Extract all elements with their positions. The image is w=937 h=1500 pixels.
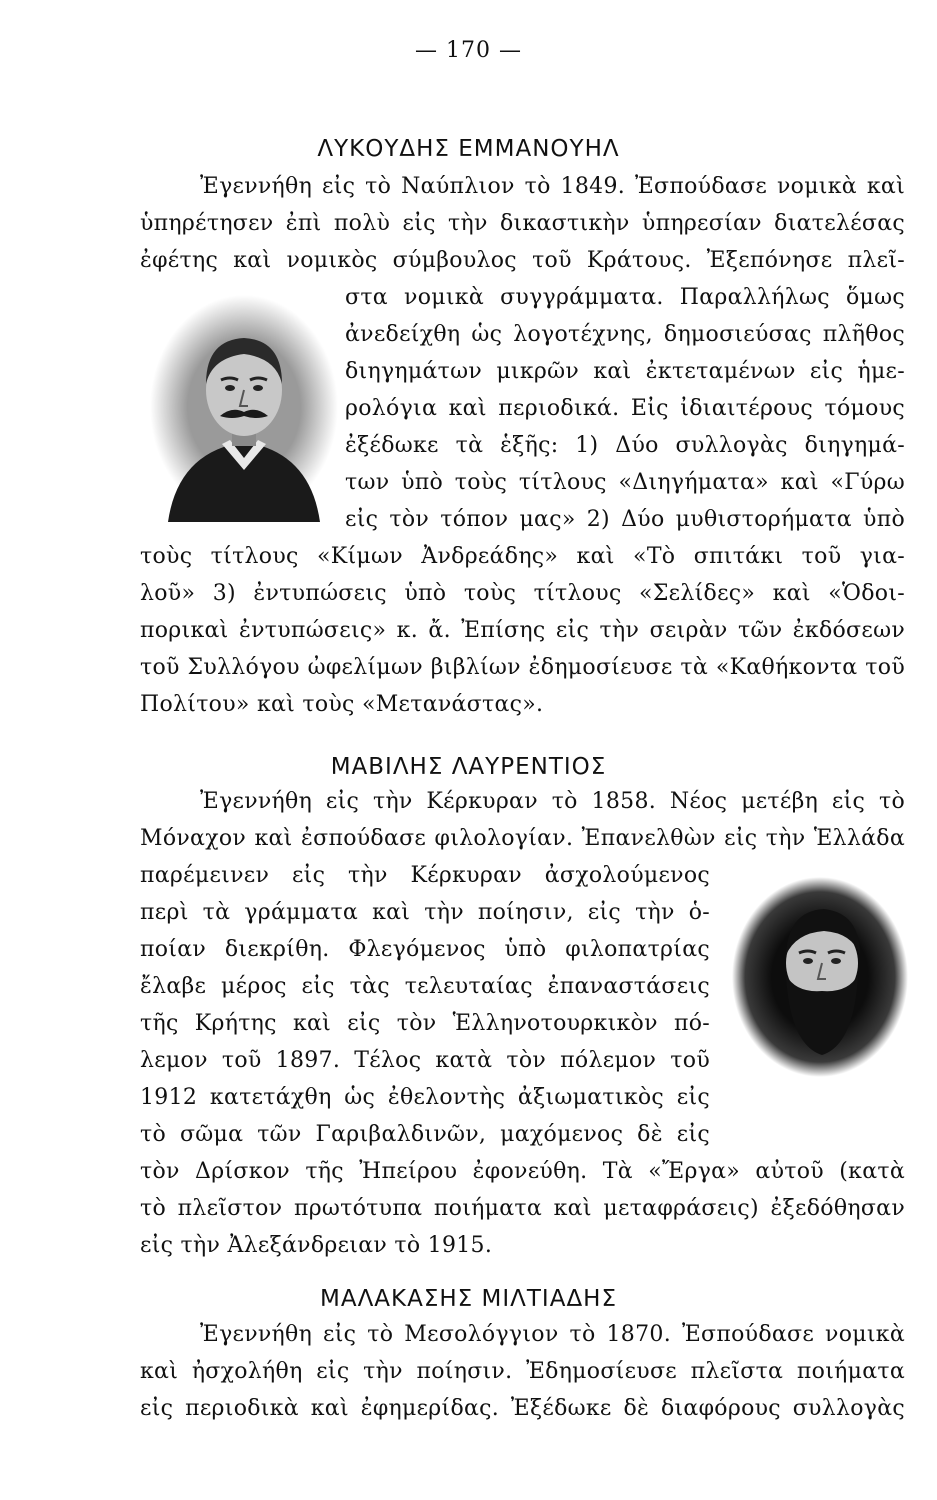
- text-line: Ἐγεννήθη εἰς τὴν Κέρκυραν τὸ 1858. Νέος μετέβη εἰς τὸ: [200, 789, 905, 814]
- text-line: ἐφέτης καὶ νομικὸς σύμβουλος τοῦ Κράτους. Ἐξεπόνησε πλεῖ-: [140, 248, 905, 273]
- text-line: καὶ ἠσχολήθη εἰς τὴν ποίησιν. Ἐδημοσίευσε πλεῖστα ποιήματα: [140, 1359, 905, 1384]
- text-line: τοῦ Συλλόγου ὠφελίμων βιβλίων ἐδημοσίευσε τὰ «Καθήκοντα τοῦ: [140, 655, 905, 680]
- text-line: ὑπηρέτησεν ἐπὶ πολὺ εἰς τὴν δικαστικὴν ὑπηρεσίαν διατελέσας: [140, 211, 905, 236]
- text-line: τῆς Κρήτης καὶ εἰς τὸν Ἑλληνοτουρκικὸν πό-: [140, 1011, 710, 1036]
- portrait-image: [148, 292, 340, 522]
- text-line: διηγημάτων μικρῶν καὶ ἐκτεταμένων εἰς ἡμε-: [345, 359, 905, 384]
- portrait-image: [730, 875, 910, 1080]
- text-line: εἰς περιοδικὰ καὶ ἐφημερίδας. Ἐξέδωκε δὲ διαφόρους συλλογὰς: [140, 1396, 905, 1421]
- text-line: ρολόγια καὶ περιοδικά. Εἰς ἰδιαιτέρους τόμους: [345, 396, 905, 421]
- text-line: πορικαὶ ἐντυπώσεις» κ. ἄ. Ἐπίσης εἰς τὴν σειρὰν τῶν ἐκδόσεων: [140, 618, 905, 643]
- text-line: Πολίτου» καὶ τοὺς «Μετανάστας».: [140, 692, 544, 717]
- page-number: — 170 —: [415, 38, 522, 63]
- text-line: τὸ πλεῖστον πρωτότυπα ποιήματα καὶ μεταφράσεις) ἐξεδόθησαν: [140, 1196, 905, 1221]
- entry-heading: ΜΑΛΑΚΑΣΗΣ ΜΙΛΤΙΑΔΗΣ: [319, 1286, 618, 1313]
- entry-heading: ΜΑΒΙΛΗΣ ΛΑΥΡΕΝΤΙΟΣ: [330, 754, 607, 781]
- entry-heading: ΛΥΚΟΥΔΗΣ ΕΜΜΑΝΟΥΗΛ: [317, 136, 620, 163]
- text-line: τοὺς τίτλους «Κίμων Ἀνδρεάδης» καὶ «Τὸ σπιτάκι τοῦ για-: [140, 544, 905, 569]
- text-line: στα νομικὰ συγγράμματα. Παραλλήλως ὅμως: [345, 285, 905, 310]
- portrait-photo: [148, 292, 340, 522]
- text-line: ποίαν διεκρίθη. Φλεγόμενος ὑπὸ φιλοπατρίας: [140, 937, 710, 962]
- text-line: 1912 κατετάχθη ὡς ἐθελοντὴς ἀξιωματικὸς εἰς: [140, 1085, 710, 1110]
- text-line: παρέμεινεν εἰς τὴν Κέρκυραν ἀσχολούμενος: [140, 863, 710, 888]
- text-line: λοῦ» 3) ἐντυπώσεις ὑπὸ τοὺς τίτλους «Σελίδες» καὶ «Ὁδοι-: [140, 581, 905, 606]
- text-line: περὶ τὰ γράμματα καὶ τὴν ποίησιν, εἰς τὴν ὁ-: [140, 900, 710, 925]
- text-line: των ὑπὸ τοὺς τίτλους «Διηγήματα» καὶ «Γύρω: [345, 470, 905, 495]
- portrait-photo: [730, 875, 910, 1080]
- text-line: ἔλαβε μέρος εἰς τὰς τελευταίας ἐπαναστάσεις: [140, 974, 710, 999]
- text-line: Ἐγεννήθη εἰς τὸ Μεσολόγγιον τὸ 1870. Ἐσπούδασε νομικὰ: [200, 1322, 905, 1347]
- text-line: Μόναχον καὶ ἐσπούδασε φιλολογίαν. Ἐπανελθὼν εἰς τὴν Ἑλλάδα: [140, 826, 905, 851]
- text-line: ἀνεδείχθη ὡς λογοτέχνης, δημοσιεύσας πλῆθος: [345, 322, 905, 347]
- text-line: εἰς τὸν τόπον μας» 2) Δύο μυθιστορήματα ὑπὸ: [345, 507, 905, 532]
- text-line: τὸ σῶμα τῶν Γαριβαλδινῶν, μαχόμενος δὲ εἰς: [140, 1122, 710, 1147]
- text-line: Ἐγεννήθη εἰς τὸ Ναύπλιον τὸ 1849. Ἐσπούδασε νομικὰ καὶ: [200, 174, 905, 199]
- text-line: τὸν Δρίσκον τῆς Ἠπείρου ἐφονεύθη. Τὰ «Ἔργα» αὐτοῦ (κατὰ: [140, 1159, 905, 1184]
- text-line: ἐξέδωκε τὰ ἑξῆς: 1) Δύο συλλογὰς διηγημά-: [345, 433, 905, 458]
- text-line: λεμον τοῦ 1897. Τέλος κατὰ τὸν πόλεμον τοῦ: [140, 1048, 710, 1073]
- text-line: εἰς τὴν Ἀλεξάνδρειαν τὸ 1915.: [140, 1233, 493, 1258]
